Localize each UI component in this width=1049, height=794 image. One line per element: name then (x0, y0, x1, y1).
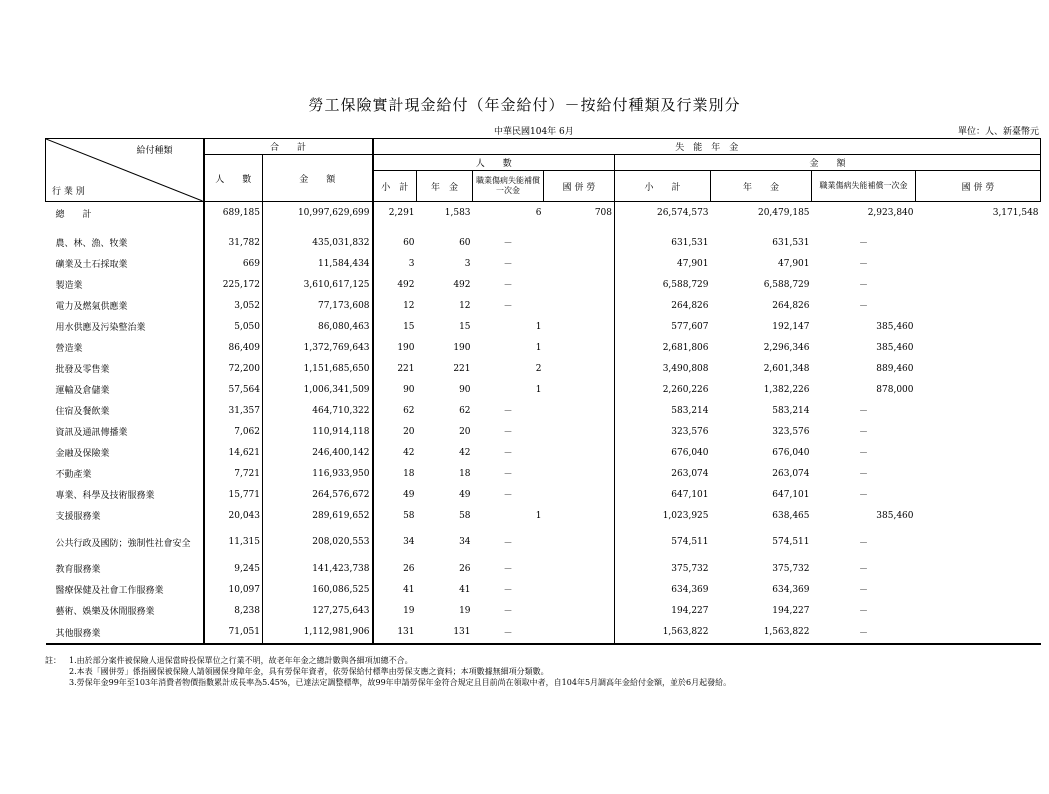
amount-national-cell (916, 400, 1041, 421)
persons-pension-cell: 492 (453, 279, 471, 290)
persons-subtotal-cell: 19 (403, 605, 415, 616)
amount-national-cell (916, 379, 1041, 400)
persons-lump-cell: 1 (535, 384, 542, 395)
persons-lump-cell: － (503, 428, 513, 438)
total-persons-cell: 11,315 (204, 526, 263, 558)
persons-pension-cell: 62 (459, 405, 471, 416)
persons-pension-cell: 49 (459, 489, 471, 500)
persons-subtotal-cell: 18 (403, 468, 415, 479)
amount-subtotal-cell: 1,563,822 (615, 621, 711, 644)
amount-national-cell (916, 274, 1041, 295)
amount-lump-cell: － (859, 491, 869, 501)
persons-national-cell (544, 442, 615, 463)
footnotes (45, 655, 731, 688)
amount-pension-cell: 192,147 (772, 321, 810, 332)
amount-pension-cell: 264,826 (772, 300, 810, 311)
total-persons-cell: 9,245 (204, 558, 263, 579)
amount-pension-cell: 1,382,226 (763, 384, 810, 395)
unit-label: 單位：人、新臺幣元 (957, 127, 1039, 137)
persons-subtotal-cell: 41 (403, 584, 415, 595)
table-body (46, 202, 1041, 645)
page-title: 勞工保險實計現金給付（年金給付）－按給付種類及行業別分 (308, 96, 741, 114)
amount-subtotal-cell: 6,588,729 (662, 279, 709, 290)
persons-national-cell (544, 600, 615, 621)
amount-subtotal-cell: 47,901 (677, 258, 709, 269)
amount-pension-cell: 583,214 (772, 405, 810, 416)
amount-national-cell (916, 526, 1041, 558)
persons-national-cell (544, 316, 615, 337)
amount-national-cell (916, 295, 1041, 316)
table-row (46, 316, 1041, 337)
total-row (46, 202, 1041, 225)
industry-label: 資訊及通訊傳播業 (46, 421, 204, 442)
amount-national-cell (916, 579, 1041, 600)
total-amount-cell: 435,031,832 (263, 232, 373, 253)
persons-national-cell: 708 (544, 202, 615, 225)
amount-pension-cell: 323,576 (772, 426, 810, 437)
total-amount-cell: 289,619,652 (263, 505, 373, 526)
table-row (46, 621, 1041, 644)
amount-lump-cell: － (859, 239, 869, 249)
amount-national-cell: 3,171,548 (992, 208, 1039, 218)
amount-subtotal-cell: 574,511 (671, 537, 709, 547)
persons-lump-header: 職業傷病失能補償一次金 (473, 171, 544, 202)
total-persons-cell: 5,050 (204, 316, 263, 337)
amount-lump-header: 職業傷病失能補償一次金 (812, 171, 916, 202)
amount-subtotal-cell: 194,227 (671, 605, 709, 616)
amount-subtotal-cell: 634,369 (671, 584, 709, 595)
amount-lump-cell: － (812, 621, 916, 644)
amount-national-cell (916, 600, 1041, 621)
persons-pension-cell: 131 (417, 621, 473, 644)
total-amount-cell: 246,400,142 (263, 442, 373, 463)
persons-pension-cell: 90 (459, 384, 471, 395)
persons-subtotal-cell: 49 (403, 489, 415, 500)
total-persons-cell: 8,238 (204, 600, 263, 621)
amount-national-cell (916, 558, 1041, 579)
persons-subtotal-cell: 34 (403, 537, 415, 547)
table-row (46, 337, 1041, 358)
amount-lump-cell: 878,000 (876, 384, 914, 395)
persons-subtotal-cell: 221 (397, 363, 415, 374)
amount-pension-cell: 634,369 (772, 584, 810, 595)
persons-subtotal-cell: 20 (403, 426, 415, 437)
amount-subtotal-cell: 323,576 (671, 426, 709, 437)
amount-pension-cell: 6,588,729 (763, 279, 810, 290)
total-amount-cell: 264,576,672 (263, 484, 373, 505)
amount-national-cell (916, 442, 1041, 463)
table-row (46, 358, 1041, 379)
table-row (46, 526, 1041, 558)
persons-pension-cell: 221 (453, 363, 471, 374)
industry-label: 不動產業 (46, 463, 204, 484)
total-persons-cell: 225,172 (204, 274, 263, 295)
amount-national-cell (916, 621, 1041, 644)
industry-label: 住宿及餐飲業 (46, 400, 204, 421)
report-period: 中華民國104年 6月 (494, 127, 574, 137)
persons-subtotal-cell: 58 (403, 510, 415, 521)
persons-lump-cell: 1 (535, 342, 542, 353)
industry-label: 公共行政及國防；強制性社會安全 (46, 526, 204, 558)
corner-bottom-label: 行 業 別 (52, 187, 85, 197)
total-amount-cell: 127,275,643 (263, 600, 373, 621)
industry-label: 藝術、娛樂及休閒服務業 (46, 600, 204, 621)
total-persons-cell: 14,621 (204, 442, 263, 463)
amount-group-header: 金 額 (615, 155, 1041, 171)
persons-subtotal-cell: 42 (403, 447, 415, 458)
persons-subtotal-cell: 3 (408, 258, 415, 269)
amount-lump-cell: － (859, 302, 869, 312)
industry-label: 營造業 (46, 337, 204, 358)
amount-pension-header: 年 金 (711, 171, 812, 202)
total-persons-cell: 31,357 (204, 400, 263, 421)
persons-national-cell (544, 505, 615, 526)
amount-subtotal-cell: 264,826 (671, 300, 709, 311)
total-amount-cell: 160,086,525 (263, 579, 373, 600)
footnote-1: 1.由於部分案件被保險人退保當時投保單位之行業不明，故老年年金之總計數與各細項加總不合。 (69, 656, 413, 665)
table-row (46, 463, 1041, 484)
persons-subtotal-cell: 2,291 (388, 208, 415, 218)
persons-subtotal-cell: 60 (403, 237, 415, 248)
amount-pension-cell: 574,511 (772, 537, 810, 547)
persons-lump-cell: － (503, 607, 513, 617)
total-amount-cell: 11,584,434 (263, 253, 373, 274)
persons-pension-cell: 41 (459, 584, 471, 595)
persons-subtotal-cell: 12 (403, 300, 415, 311)
amount-subtotal-cell: 263,074 (671, 468, 709, 479)
persons-subtotal-cell: 62 (403, 405, 415, 416)
amount-lump-cell: － (859, 428, 869, 438)
total-amount-cell: 1,151,685,650 (263, 358, 373, 379)
persons-pension-cell: 1,583 (444, 208, 471, 218)
amount-subtotal-cell: 1,023,925 (662, 510, 709, 521)
table-row (46, 400, 1041, 421)
table-row (46, 505, 1041, 526)
amount-subtotal-cell: 631,531 (671, 237, 709, 248)
disability-group-header: 失 能 年 金 (373, 139, 1041, 155)
amount-pension-cell: 647,101 (772, 489, 810, 500)
persons-national-cell (544, 558, 615, 579)
persons-lump-cell: － (503, 491, 513, 501)
persons-national-cell (544, 295, 615, 316)
total-amount-cell: 86,080,463 (263, 316, 373, 337)
amount-pension-cell: 2,296,346 (763, 342, 810, 353)
persons-pension-cell: 12 (459, 300, 471, 311)
persons-pension-cell: 60 (459, 237, 471, 248)
persons-subtotal-cell: 492 (397, 279, 415, 290)
amount-pension-cell: 194,227 (772, 605, 810, 616)
total-amount-cell: 116,933,950 (263, 463, 373, 484)
amount-subtotal-cell: 647,101 (671, 489, 709, 500)
persons-pension-cell: 3 (464, 258, 471, 269)
total-amount-cell: 208,020,553 (263, 526, 373, 558)
total-amount-header: 金 額 (263, 155, 373, 202)
table-row (46, 295, 1041, 316)
amount-pension-cell: 263,074 (772, 468, 810, 479)
total-amount-cell: 110,914,118 (263, 421, 373, 442)
total-persons-cell: 7,062 (204, 421, 263, 442)
persons-national-cell (544, 253, 615, 274)
industry-label: 用水供應及污染整治業 (46, 316, 204, 337)
total-persons-header: 人 數 (204, 155, 263, 202)
table-row (46, 421, 1041, 442)
persons-lump-cell: － (503, 260, 513, 270)
persons-lump-cell: － (503, 281, 513, 291)
table-row (46, 253, 1041, 274)
amount-subtotal-cell: 26,574,573 (656, 208, 709, 218)
industry-label: 金融及保險業 (46, 442, 204, 463)
pension-table (45, 138, 1041, 645)
industry-label: 教育服務業 (46, 558, 204, 579)
total-persons-cell: 72,200 (204, 358, 263, 379)
amount-subtotal-cell: 3,490,808 (662, 363, 709, 374)
amount-lump-cell: 889,460 (876, 363, 914, 374)
table-row (46, 600, 1041, 621)
persons-national-cell (544, 621, 615, 644)
persons-subtotal-cell: 131 (373, 621, 417, 644)
table-row (46, 558, 1041, 579)
amount-subtotal-cell: 375,732 (671, 563, 709, 574)
total-amount-cell: 77,173,608 (263, 295, 373, 316)
table-row (46, 274, 1041, 295)
persons-subtotal-cell: 26 (403, 563, 415, 574)
industry-label: 支援服務業 (46, 505, 204, 526)
amount-national-cell (916, 484, 1041, 505)
amount-lump-cell: － (859, 607, 869, 617)
persons-subtotal-cell: 190 (397, 342, 415, 353)
amount-lump-cell: － (859, 407, 869, 417)
persons-lump-cell: － (473, 621, 544, 644)
amount-lump-cell: － (859, 281, 869, 291)
persons-subtotal-cell: 90 (403, 384, 415, 395)
amount-pension-cell: 375,732 (772, 563, 810, 574)
total-persons-cell: 31,782 (204, 232, 263, 253)
persons-pension-cell: 42 (459, 447, 471, 458)
table-row (46, 232, 1041, 253)
total-amount-cell: 1,372,769,643 (263, 337, 373, 358)
amount-subtotal-cell: 676,040 (671, 447, 709, 458)
persons-lump-cell: 1 (535, 321, 542, 332)
table-row (46, 579, 1041, 600)
total-persons-cell: 7,721 (204, 463, 263, 484)
total-amount-cell: 3,610,617,125 (263, 274, 373, 295)
amount-national-cell (916, 505, 1041, 526)
amount-national-cell (916, 463, 1041, 484)
amount-subtotal-cell: 2,260,226 (662, 384, 709, 395)
persons-pension-cell: 34 (459, 537, 471, 547)
corner-top-label: 給付種類 (136, 146, 173, 156)
total-persons-cell: 20,043 (204, 505, 263, 526)
amount-lump-cell: 385,460 (876, 321, 914, 332)
persons-pension-cell: 190 (453, 342, 471, 353)
persons-pension-cell: 26 (459, 563, 471, 574)
persons-subtotal-cell: 15 (403, 321, 415, 332)
footnote-3: 3.勞保年金99年至103年消費者物價指數累計成長率為5.45%，已達法定調整標準，故99年申請勞保年金符合規定且目前尚在領取中者，自104年5月調高年金給付金額，並於6月起發給。 (69, 678, 732, 687)
persons-national-cell (544, 274, 615, 295)
persons-lump-cell: － (503, 538, 513, 549)
persons-pension-cell: 15 (459, 321, 471, 332)
persons-lump-cell: － (503, 586, 513, 596)
industry-label: 農、林、漁、牧業 (46, 232, 204, 253)
persons-national-cell (544, 337, 615, 358)
persons-lump-cell: 2 (535, 363, 542, 374)
persons-national-cell (544, 400, 615, 421)
spacer-row (46, 224, 1041, 232)
amount-lump-cell: 385,460 (876, 510, 914, 521)
industry-label: 總 計 (46, 202, 204, 225)
industry-label: 製造業 (46, 274, 204, 295)
total-amount-cell: 464,710,322 (263, 400, 373, 421)
total-amount-cell: 10,997,629,699 (263, 202, 373, 225)
persons-national-cell (544, 232, 615, 253)
persons-lump-cell: － (503, 302, 513, 312)
amount-lump-cell: － (859, 538, 869, 549)
footnote-lead: 註： (45, 656, 61, 665)
total-persons-cell: 57,564 (204, 379, 263, 400)
persons-pension-header: 年 金 (417, 171, 473, 202)
persons-national-cell (544, 379, 615, 400)
total-persons-cell: 689,185 (204, 202, 263, 225)
persons-group-header: 人 數 (373, 155, 615, 171)
persons-pension-cell: 58 (459, 510, 471, 521)
amount-lump-cell: － (859, 565, 869, 575)
total-group-header: 合 計 (204, 139, 373, 155)
amount-subtotal-cell: 577,607 (671, 321, 709, 332)
industry-label: 批發及零售業 (46, 358, 204, 379)
industry-label: 其他服務業 (46, 621, 204, 644)
total-persons-cell: 669 (204, 253, 263, 274)
persons-pension-cell: 20 (459, 426, 471, 437)
amount-pension-cell: 676,040 (772, 447, 810, 458)
persons-lump-cell: 1 (535, 510, 542, 521)
corner-header (46, 139, 204, 202)
persons-lump-cell: － (503, 470, 513, 480)
persons-national-cell (544, 421, 615, 442)
amount-national-cell (916, 358, 1041, 379)
amount-national-cell (916, 421, 1041, 442)
amount-pension-cell: 1,563,822 (711, 621, 812, 644)
persons-national-cell (544, 463, 615, 484)
persons-national-cell (544, 579, 615, 600)
amount-subtotal-header: 小 計 (615, 171, 711, 202)
persons-national-cell (544, 358, 615, 379)
amount-pension-cell: 47,901 (778, 258, 810, 269)
amount-subtotal-cell: 583,214 (671, 405, 709, 416)
amount-national-cell (916, 337, 1041, 358)
persons-national-header: 國 併 勞 (544, 171, 615, 202)
persons-lump-cell: 6 (535, 208, 542, 218)
total-persons-cell: 3,052 (204, 295, 263, 316)
amount-pension-cell: 638,465 (772, 510, 810, 521)
amount-pension-cell: 20,479,185 (757, 208, 810, 218)
amount-lump-cell: － (859, 260, 869, 270)
persons-lump-cell: － (503, 407, 513, 417)
amount-lump-cell: － (859, 449, 869, 459)
industry-label: 礦業及土石採取業 (46, 253, 204, 274)
amount-lump-cell: － (859, 470, 869, 480)
table-row (46, 442, 1041, 463)
table-row (46, 379, 1041, 400)
industry-label: 醫療保健及社會工作服務業 (46, 579, 204, 600)
industry-label: 專業、科學及技術服務業 (46, 484, 204, 505)
table-row (46, 484, 1041, 505)
industry-label: 運輸及倉儲業 (46, 379, 204, 400)
persons-lump-cell: － (503, 449, 513, 459)
persons-national-cell (544, 484, 615, 505)
total-amount-cell: 141,423,738 (263, 558, 373, 579)
amount-national-cell (916, 232, 1041, 253)
industry-label: 電力及燃氣供應業 (46, 295, 204, 316)
persons-national-cell (544, 526, 615, 558)
persons-lump-cell: － (503, 239, 513, 249)
persons-pension-cell: 19 (459, 605, 471, 616)
footnote-2: 2.本表「國併勞」係指國保被保險人請領國保身障年金，具有勞保年資者，依勞保給付標準由勞保支應之資料；本項數據無細項分類數。 (69, 667, 549, 676)
amount-subtotal-cell: 2,681,806 (662, 342, 709, 353)
persons-pension-cell: 18 (459, 468, 471, 479)
amount-pension-cell: 631,531 (772, 237, 810, 248)
total-amount-cell: 1,006,341,509 (263, 379, 373, 400)
amount-national-cell (916, 316, 1041, 337)
persons-subtotal-header: 小 計 (373, 171, 417, 202)
total-persons-cell: 10,097 (204, 579, 263, 600)
total-persons-cell: 15,771 (204, 484, 263, 505)
amount-national-header: 國 併 勞 (916, 171, 1041, 202)
amount-national-cell (916, 253, 1041, 274)
total-amount-cell: 1,112,981,906 (263, 621, 373, 644)
total-persons-cell: 71,051 (204, 621, 263, 644)
amount-lump-cell: － (859, 586, 869, 596)
amount-pension-cell: 2,601,348 (763, 363, 810, 374)
amount-lump-cell: 2,923,840 (867, 208, 914, 218)
persons-lump-cell: － (503, 565, 513, 575)
total-persons-cell: 86,409 (204, 337, 263, 358)
amount-lump-cell: 385,460 (876, 342, 914, 353)
